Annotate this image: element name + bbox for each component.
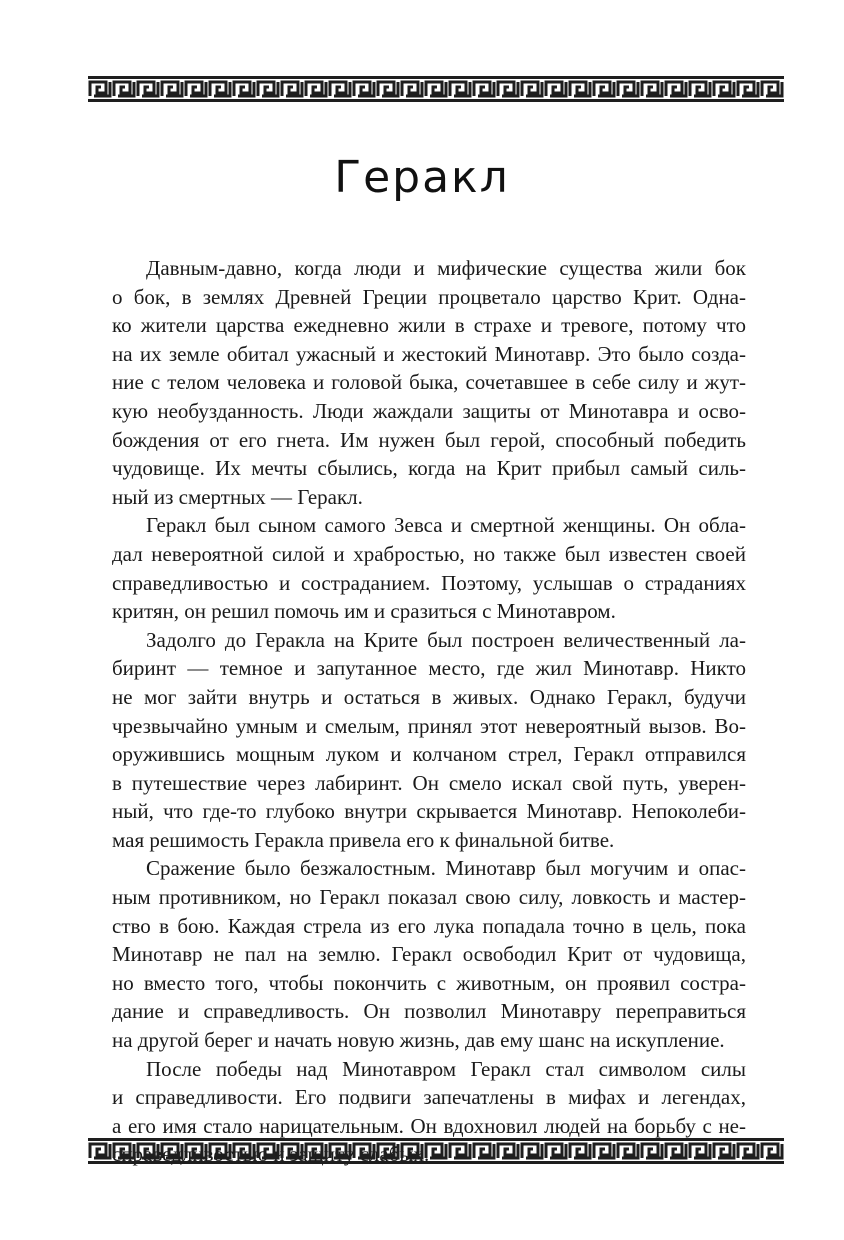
story-text — [112, 254, 746, 1169]
text-line: ние с телом человека и головой быка, сочетавшее в себе силу и жут- — [112, 370, 746, 395]
text-line: не мог зайти внутрь и остаться в живых. Однако Геракл, будучи — [112, 684, 746, 709]
text-line: После победы над Минотавром Геракл стал символом силы — [146, 1056, 746, 1081]
text-line: Минотавр не пал на землю. Геракл освободил Крит от чудовища, — [112, 942, 746, 967]
greek-key-border-bottom — [88, 1138, 784, 1164]
text-line: кую необузданность. Люди жаждали защиты от Минотавра и осво- — [112, 398, 746, 423]
text-line: ным противником, но Геракл показал свою силу, ловкость и мастер- — [112, 885, 746, 910]
paragraph-4 — [112, 854, 746, 1054]
text-line: на их земле обитал ужасный и жестокий Минотавр. Это было созда- — [112, 341, 746, 366]
greek-key-ornament-top — [88, 76, 784, 102]
paragraph-1 — [112, 254, 746, 511]
text-line: дание и справедливость. Он позволил Минотавру переправиться — [112, 999, 746, 1024]
text-line: о бок, в землях Древней Греции процветало царство Крит. Одна- — [112, 284, 746, 309]
text-line: и справедливости. Его подвиги запечатлены в мифах и легендах, — [112, 1085, 746, 1110]
paragraph-3 — [112, 626, 746, 855]
text-line: ный из смертных — Геракл. — [112, 484, 363, 509]
text-line: ко жители царства ежедневно жили в страхе и тревоге, потому что — [112, 313, 746, 338]
text-line: бождения от его гнета. Им нужен был герой, способный победить — [112, 427, 746, 452]
page-title: Геракл — [334, 152, 510, 203]
text-line: чрезвычайно умным и смелым, принял этот невероятный вызов. Во- — [112, 713, 746, 738]
text-line: дал невероятной силой и храбростью, но также был известен своей — [112, 541, 746, 566]
text-line: критян, он решил помочь им и сразиться с Минотавром. — [112, 599, 616, 624]
paragraph-2 — [112, 511, 746, 625]
text-line: Сражение было безжалостным. Минотавр был могучим и опас- — [146, 856, 746, 881]
text-line: оружившись мощным луком и колчаном стрел, Геракл отправился — [112, 742, 746, 767]
text-line: ство в бою. Каждая стрела из его лука попадала точно в цель, пока — [112, 913, 746, 938]
text-line: справедливостью и состраданием. Поэтому, услышав о страданиях — [112, 570, 746, 595]
text-line: но вместо того, чтобы покончить с животным, он проявил состра- — [112, 970, 746, 995]
text-line: чудовище. Их мечты сбылись, когда на Крит прибыл самый силь- — [112, 456, 746, 481]
text-line: ный, что где-то глубоко внутри скрывается Минотавр. Непоколеби- — [112, 799, 746, 824]
text-line: мая решимость Геракла привела его к финальной битве. — [112, 827, 615, 852]
text-line: Геракл был сыном самого Зевса и смертной женщины. Он обла- — [146, 513, 746, 538]
text-line: биринт — темное и запутанное место, где жил Минотавр. Никто — [112, 656, 746, 681]
text-line: на другой берег и начать новую жизнь, дав ему шанс на искупление. — [112, 1028, 725, 1053]
text-line: Давным-давно, когда люди и мифические существа жили бок — [146, 256, 746, 280]
text-line: а его имя стало нарицательным. Он вдохновил людей на борьбу с не- — [112, 1113, 746, 1138]
text-line: Задолго до Геракла на Крите был построен величественный ла- — [146, 627, 746, 652]
greek-key-border-top — [88, 76, 784, 102]
greek-key-ornament-bottom — [88, 1138, 784, 1164]
text-line: в путешествие через лабиринт. Он смело искал свой путь, уверен- — [112, 770, 746, 795]
